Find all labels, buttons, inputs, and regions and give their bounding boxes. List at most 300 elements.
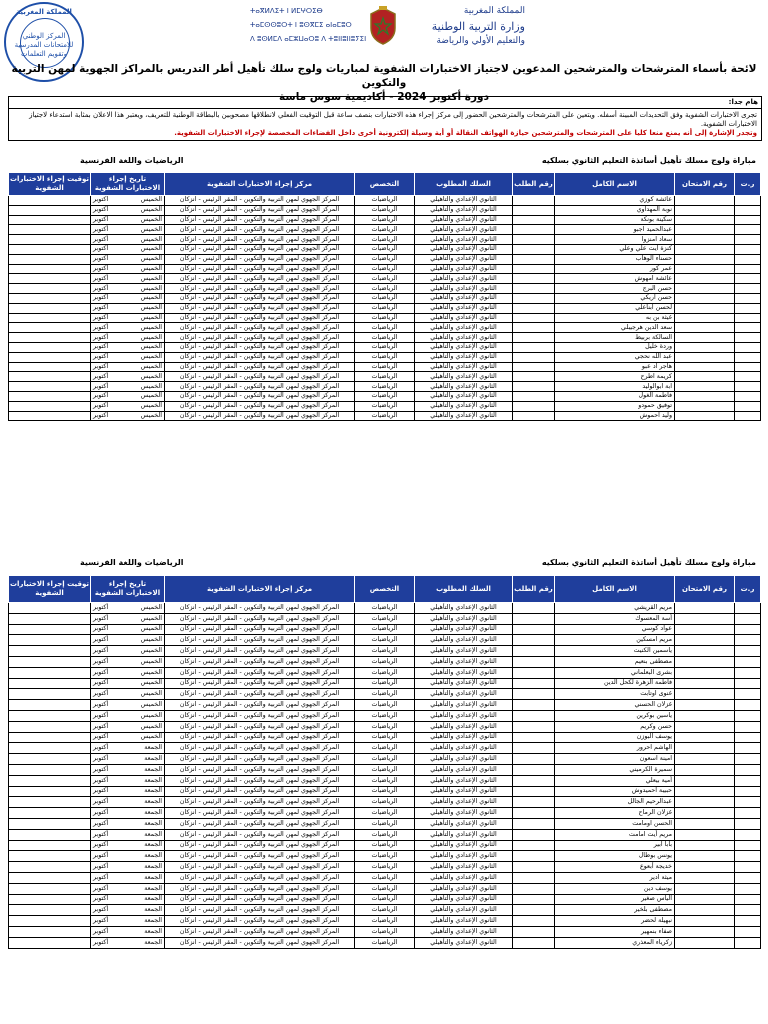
table-row — [9, 235, 761, 245]
cell-date — [91, 382, 165, 392]
cell-name: عائشة كوزي — [555, 196, 675, 206]
cell-cycle: الثانوي الإعدادي والتأهيلي — [415, 667, 513, 678]
cell-time — [9, 254, 91, 264]
cell-day: الجمعة — [144, 787, 162, 795]
table-row — [9, 872, 761, 883]
cell-day: الجمعة — [144, 809, 162, 817]
cell-center: المركز الجهوي لمهن التربية والتكوين - المقر الرئيس - انزكان — [165, 382, 355, 392]
cell-request-number — [513, 613, 555, 624]
cell-month: أكتوبر — [93, 206, 109, 214]
cell-request-number — [513, 235, 555, 245]
cell-cycle: الثانوي الإعدادي والتأهيلي — [415, 391, 513, 401]
cell-num — [735, 883, 761, 894]
cell-specialty: الرياضيات — [355, 667, 415, 678]
cell-request-number — [513, 840, 555, 851]
cell-specialty: الرياضيات — [355, 764, 415, 775]
cell-request-number — [513, 656, 555, 667]
cell-cycle: الثانوي الإعدادي والتأهيلي — [415, 635, 513, 646]
cell-center: المركز الجهوي لمهن التربية والتكوين - المقر الرئيس - انزكان — [165, 678, 355, 689]
cell-request-number — [513, 372, 555, 382]
cell-center: المركز الجهوي لمهن التربية والتكوين - المقر الرئيس - انزكان — [165, 829, 355, 840]
cell-specialty: الرياضيات — [355, 274, 415, 284]
cell-cycle: الثانوي الإعدادي والتأهيلي — [415, 883, 513, 894]
cell-cycle: الثانوي الإعدادي والتأهيلي — [415, 254, 513, 264]
cell-name: حسن وكريم — [555, 721, 675, 732]
cell-date — [91, 342, 165, 352]
cell-month: أكتوبر — [93, 245, 109, 253]
cell-cycle: الثانوي الإعدادي والتأهيلي — [415, 646, 513, 657]
cell-time — [9, 700, 91, 711]
cell-num — [735, 303, 761, 313]
cell-time — [9, 635, 91, 646]
cell-month: أكتوبر — [93, 392, 109, 400]
cell-request-number — [513, 797, 555, 808]
cell-specialty: الرياضيات — [355, 721, 415, 732]
cell-request-number — [513, 775, 555, 786]
notice-heading: هام جدا: — [9, 97, 761, 109]
cell-exam-number — [675, 743, 735, 754]
table-row — [9, 635, 761, 646]
cell-time — [9, 372, 91, 382]
cell-date — [91, 333, 165, 343]
cell-request-number — [513, 205, 555, 215]
cell-day: الخميس — [140, 411, 162, 419]
cell-name: بشرى البعلماني — [555, 667, 675, 678]
cell-num — [735, 905, 761, 916]
cell-request-number — [513, 937, 555, 948]
cell-month: أكتوبر — [93, 701, 109, 709]
tifinagh-line-3: ⴷ ⵓⵙⵍⵎⴷ ⴰⵎⵣⵡⴰⵔⵓ ⴷ ⵜⵓⵏⵏⵓⵏⵏⵓⵢⵉⵏ — [250, 35, 367, 43]
cell-month: أكتوبر — [93, 744, 109, 752]
cell-specialty: الرياضيات — [355, 624, 415, 635]
table-row — [9, 797, 761, 808]
cell-exam-number — [675, 264, 735, 274]
cell-day: الخميس — [140, 679, 162, 687]
cell-time — [9, 215, 91, 225]
cell-date — [91, 254, 165, 264]
cell-exam-number — [675, 235, 735, 245]
table-row — [9, 689, 761, 700]
cell-specialty: الرياضيات — [355, 382, 415, 392]
cell-name: يوسف دين — [555, 883, 675, 894]
column-header-exam: رقم الامتحان — [675, 576, 735, 603]
cell-specialty: الرياضيات — [355, 391, 415, 401]
table-row — [9, 710, 761, 721]
cell-month: أكتوبر — [93, 906, 109, 914]
cell-month: أكتوبر — [93, 372, 109, 380]
cell-name: حسناء الوهاب — [555, 254, 675, 264]
cell-time — [9, 883, 91, 894]
cell-day: الخميس — [140, 647, 162, 655]
cell-specialty: الرياضيات — [355, 635, 415, 646]
cell-center: المركز الجهوي لمهن التربية والتكوين - المقر الرئيس - انزكان — [165, 689, 355, 700]
cell-day: الجمعة — [144, 895, 162, 903]
cell-day: الخميس — [140, 711, 162, 719]
cell-specialty: الرياضيات — [355, 333, 415, 343]
cell-center: المركز الجهوي لمهن التربية والتكوين - المقر الرئيس - انزكان — [165, 808, 355, 819]
table-row — [9, 303, 761, 313]
cell-specialty: الرياضيات — [355, 196, 415, 206]
cell-name: زكرياء المعذري — [555, 937, 675, 948]
cell-day: الخميس — [140, 274, 162, 282]
cell-time — [9, 284, 91, 294]
cell-exam-number — [675, 818, 735, 829]
cell-date — [91, 274, 165, 284]
cell-exam-number — [675, 894, 735, 905]
cell-day: الجمعة — [144, 884, 162, 892]
cell-cycle: الثانوي الإعدادي والتأهيلي — [415, 382, 513, 392]
cell-specialty: الرياضيات — [355, 352, 415, 362]
cell-name: سعد الدين هرجيبلي — [555, 323, 675, 333]
column-header-exam: رقم الامتحان — [675, 173, 735, 196]
cell-exam-number — [675, 205, 735, 215]
cell-name: بابا ابير — [555, 840, 675, 851]
cell-center: المركز الجهوي لمهن التربية والتكوين - المقر الرئيس - انزكان — [165, 196, 355, 206]
cell-num — [735, 284, 761, 294]
cell-name: أمية بيعلي — [555, 775, 675, 786]
cell-specialty: الرياضيات — [355, 700, 415, 711]
cell-day: الخميس — [140, 245, 162, 253]
cell-specialty: الرياضيات — [355, 342, 415, 352]
column-header-time: توقيت إجراء الاختبارات الشفوية — [9, 576, 91, 603]
cell-month: أكتوبر — [93, 787, 109, 795]
cell-request-number — [513, 215, 555, 225]
cell-time — [9, 797, 91, 808]
cell-center: المركز الجهوي لمهن التربية والتكوين - المقر الرئيس - انزكان — [165, 894, 355, 905]
table-row — [9, 342, 761, 352]
cell-date — [91, 840, 165, 851]
cell-month: أكتوبر — [93, 323, 109, 331]
cell-exam-number — [675, 352, 735, 362]
table-row — [9, 205, 761, 215]
cell-center: المركز الجهوي لمهن التربية والتكوين - المقر الرئيس - انزكان — [165, 883, 355, 894]
cell-cycle: الثانوي الإعدادي والتأهيلي — [415, 215, 513, 225]
cell-cycle: الثانوي الإعدادي والتأهيلي — [415, 205, 513, 215]
cell-specialty: الرياضيات — [355, 851, 415, 862]
cell-cycle: الثانوي الإعدادي والتأهيلي — [415, 916, 513, 927]
cell-month: أكتوبر — [93, 722, 109, 730]
cell-num — [735, 372, 761, 382]
cell-time — [9, 244, 91, 254]
cell-date — [91, 894, 165, 905]
cell-name: أسة المعسوك — [555, 613, 675, 624]
cell-date — [91, 293, 165, 303]
cell-date — [91, 667, 165, 678]
cell-exam-number — [675, 635, 735, 646]
column-header-center: مركز إجراء الاختبارات الشفوية — [165, 576, 355, 603]
cell-time — [9, 411, 91, 421]
cell-cycle: الثانوي الإعدادي والتأهيلي — [415, 872, 513, 883]
cell-request-number — [513, 293, 555, 303]
cell-cycle: الثانوي الإعدادي والتأهيلي — [415, 613, 513, 624]
cell-time — [9, 196, 91, 206]
cell-exam-number — [675, 721, 735, 732]
cell-time — [9, 743, 91, 754]
cell-day: الخميس — [140, 392, 162, 400]
cell-month: أكتوبر — [93, 733, 109, 741]
cell-num — [735, 743, 761, 754]
cell-name: سعاد امنزوا — [555, 235, 675, 245]
cell-exam-number — [675, 411, 735, 421]
cell-cycle: الثانوي الإعدادي والتأهيلي — [415, 818, 513, 829]
cell-request-number — [513, 905, 555, 916]
candidates-table-1 — [8, 172, 761, 421]
cell-day: الجمعة — [144, 798, 162, 806]
cell-request-number — [513, 700, 555, 711]
cell-request-number — [513, 362, 555, 372]
cell-exam-number — [675, 244, 735, 254]
cell-date — [91, 401, 165, 411]
cell-request-number — [513, 333, 555, 343]
cell-name: ياسمين الكنيت — [555, 646, 675, 657]
cell-time — [9, 808, 91, 819]
cell-day: الخميس — [140, 690, 162, 698]
cell-day: الجمعة — [144, 776, 162, 784]
cell-center: المركز الجهوي لمهن التربية والتكوين - المقر الرئيس - انزكان — [165, 342, 355, 352]
cell-specialty: الرياضيات — [355, 883, 415, 894]
cell-date — [91, 764, 165, 775]
cell-day: الجمعة — [144, 938, 162, 946]
cell-specialty: الرياضيات — [355, 926, 415, 937]
cell-date — [91, 905, 165, 916]
cell-day: الخميس — [140, 284, 162, 292]
cell-month: أكتوبر — [93, 294, 109, 302]
cell-time — [9, 851, 91, 862]
cell-request-number — [513, 303, 555, 313]
cell-center: المركز الجهوي لمهن التربية والتكوين - المقر الرئيس - انزكان — [165, 313, 355, 323]
cell-center: المركز الجهوي لمهن التربية والتكوين - المقر الرئيس - انزكان — [165, 264, 355, 274]
cell-name: غزلان الرماح — [555, 808, 675, 819]
cell-day: الجمعة — [144, 852, 162, 860]
cell-cycle: الثانوي الإعدادي والتأهيلي — [415, 624, 513, 635]
cell-center: المركز الجهوي لمهن التربية والتكوين - المقر الرئيس - انزكان — [165, 284, 355, 294]
cell-specialty: الرياضيات — [355, 303, 415, 313]
cell-date — [91, 215, 165, 225]
cell-exam-number — [675, 293, 735, 303]
cell-center: المركز الجهوي لمهن التربية والتكوين - المقر الرئيس - انزكان — [165, 721, 355, 732]
cell-month: أكتوبر — [93, 711, 109, 719]
table-row — [9, 764, 761, 775]
table-row — [9, 754, 761, 765]
stamp-top-text: المملكة المغربية — [16, 8, 72, 16]
cell-num — [735, 254, 761, 264]
cell-month: أكتوبر — [93, 235, 109, 243]
cell-name: نوبة المهداوي — [555, 205, 675, 215]
cell-day: الخميس — [140, 313, 162, 321]
cell-day: الجمعة — [144, 830, 162, 838]
table-row — [9, 678, 761, 689]
cell-cycle: الثانوي الإعدادي والتأهيلي — [415, 710, 513, 721]
cell-cycle: الثانوي الإعدادي والتأهيلي — [415, 244, 513, 254]
cell-num — [735, 382, 761, 392]
cell-center: المركز الجهوي لمهن التربية والتكوين - المقر الرئيس - انزكان — [165, 710, 355, 721]
kingdom-label: المملكة المغربية — [463, 6, 525, 16]
cell-time — [9, 646, 91, 657]
cell-center: المركز الجهوي لمهن التربية والتكوين - المقر الرئيس - انزكان — [165, 362, 355, 372]
cell-name: خديجة أبعوع — [555, 862, 675, 873]
cell-num — [735, 333, 761, 343]
cell-cycle: الثانوي الإعدادي والتأهيلي — [415, 851, 513, 862]
section-subject: الرياضيات واللغة الفرنسية — [80, 156, 184, 165]
cell-specialty: الرياضيات — [355, 313, 415, 323]
cell-num — [735, 764, 761, 775]
cell-time — [9, 235, 91, 245]
cell-date — [91, 391, 165, 401]
column-header-center: مركز إجراء الاختبارات الشفوية — [165, 173, 355, 196]
cell-specialty: الرياضيات — [355, 205, 415, 215]
cell-time — [9, 710, 91, 721]
cell-name: سكينة بونكة — [555, 215, 675, 225]
cell-center: المركز الجهوي لمهن التربية والتكوين - المقر الرئيس - انزكان — [165, 916, 355, 927]
cell-date — [91, 264, 165, 274]
cell-exam-number — [675, 905, 735, 916]
cell-name: سميرة الكرميني — [555, 764, 675, 775]
table-row — [9, 333, 761, 343]
cell-specialty: الرياضيات — [355, 732, 415, 743]
cell-exam-number — [675, 862, 735, 873]
cell-day: الخميس — [140, 603, 162, 611]
cell-specialty: الرياضيات — [355, 646, 415, 657]
tifinagh-line-2: ⵜⴰⵎⵙⵙⵓⵔⵜ ⵏ ⵓⵙⴳⵎⵉ ⴰⵏⴰⵎⵓⵔ — [250, 21, 352, 29]
cell-cycle: الثانوي الإعدادي والتأهيلي — [415, 721, 513, 732]
table-row — [9, 274, 761, 284]
cell-month: أكتوبر — [93, 873, 109, 881]
cell-num — [735, 656, 761, 667]
cell-date — [91, 603, 165, 614]
cell-name: امينة اسعون — [555, 754, 675, 765]
cell-exam-number — [675, 689, 735, 700]
cell-center: المركز الجهوي لمهن التربية والتكوين - المقر الرئيس - انزكان — [165, 624, 355, 635]
column-header-spec: التخصص — [355, 173, 415, 196]
cell-day: الخميس — [140, 353, 162, 361]
cell-request-number — [513, 254, 555, 264]
cell-cycle: الثانوي الإعدادي والتأهيلي — [415, 342, 513, 352]
cell-request-number — [513, 411, 555, 421]
cell-day: الخميس — [140, 235, 162, 243]
table-row — [9, 196, 761, 206]
cell-exam-number — [675, 840, 735, 851]
cell-specialty: الرياضيات — [355, 775, 415, 786]
table-row — [9, 372, 761, 382]
table-header-row — [9, 576, 761, 603]
cell-exam-number — [675, 678, 735, 689]
cell-exam-number — [675, 732, 735, 743]
cell-time — [9, 401, 91, 411]
cell-day: الجمعة — [144, 755, 162, 763]
cell-cycle: الثانوي الإعدادي والتأهيلي — [415, 732, 513, 743]
cell-exam-number — [675, 333, 735, 343]
table-row — [9, 862, 761, 873]
cell-cycle: الثانوي الإعدادي والتأهيلي — [415, 862, 513, 873]
cell-request-number — [513, 391, 555, 401]
cell-center: المركز الجهوي لمهن التربية والتكوين - المقر الرئيس - انزكان — [165, 411, 355, 421]
column-header-name: الاسم الكامل — [555, 576, 675, 603]
notice-box — [8, 96, 762, 141]
cell-day: الجمعة — [144, 863, 162, 871]
stamp-center-text: المركز الوطني للامتحانات المدرسية وتقويم التعلمات — [14, 32, 74, 58]
cell-date — [91, 743, 165, 754]
tifinagh-line-1: ⵜⴰⴳⵍⴷⵉⵜ ⵏ ⵍⵎⵖⵔⵉⴱ — [250, 7, 323, 15]
cell-cycle: الثانوي الإعدادي والتأهيلي — [415, 926, 513, 937]
cell-num — [735, 613, 761, 624]
cell-cycle: الثانوي الإعدادي والتأهيلي — [415, 743, 513, 754]
cell-day: الجمعة — [144, 917, 162, 924]
cell-cycle: الثانوي الإعدادي والتأهيلي — [415, 362, 513, 372]
cell-specialty: الرياضيات — [355, 254, 415, 264]
cell-day: الخميس — [140, 382, 162, 390]
cell-cycle: الثانوي الإعدادي والتأهيلي — [415, 905, 513, 916]
cell-day: الجمعة — [144, 765, 162, 773]
cell-exam-number — [675, 797, 735, 808]
cell-name: عبدالرحيم الجالل — [555, 797, 675, 808]
table-row — [9, 721, 761, 732]
cell-num — [735, 391, 761, 401]
cell-specialty: الرياضيات — [355, 894, 415, 905]
cell-request-number — [513, 646, 555, 657]
cell-month: أكتوبر — [93, 225, 109, 233]
cell-cycle: الثانوي الإعدادي والتأهيلي — [415, 333, 513, 343]
cell-num — [735, 323, 761, 333]
cell-center: المركز الجهوي لمهن التربية والتكوين - المقر الرئيس - انزكان — [165, 732, 355, 743]
cell-time — [9, 840, 91, 851]
column-header-cycle: السلك المطلوب — [415, 173, 513, 196]
cell-num — [735, 603, 761, 614]
table-row — [9, 352, 761, 362]
cell-date — [91, 624, 165, 635]
cell-month: أكتوبر — [93, 657, 109, 665]
cell-exam-number — [675, 382, 735, 392]
notice-warning: وتجدر الإشارة إلى أنه يمنع منعا كليا على المترشحات والمترشحين حيازة الهواتف النقالة أو أية وسيلة إلكترونية أخرى داخل الفضاءات المخصصة لإجراء الاختبارات الشفوية. — [174, 129, 757, 137]
cell-num — [735, 721, 761, 732]
cell-date — [91, 786, 165, 797]
cell-num — [735, 678, 761, 689]
cell-date — [91, 883, 165, 894]
cell-day: الخميس — [140, 215, 162, 223]
cell-request-number — [513, 225, 555, 235]
cell-request-number — [513, 196, 555, 206]
cell-date — [91, 284, 165, 294]
cell-month: أكتوبر — [93, 927, 109, 935]
cell-time — [9, 624, 91, 635]
cell-num — [735, 786, 761, 797]
cell-specialty: الرياضيات — [355, 916, 415, 927]
cell-time — [9, 293, 91, 303]
cell-request-number — [513, 883, 555, 894]
cell-center: المركز الجهوي لمهن التربية والتكوين - المقر الرئيس - انزكان — [165, 656, 355, 667]
cell-cycle: الثانوي الإعدادي والتأهيلي — [415, 937, 513, 948]
cell-request-number — [513, 244, 555, 254]
cell-exam-number — [675, 808, 735, 819]
cell-day: الخميس — [140, 294, 162, 302]
table-row — [9, 905, 761, 916]
table-row — [9, 624, 761, 635]
cell-name: وردة خليل — [555, 342, 675, 352]
cell-date — [91, 362, 165, 372]
cell-specialty: الرياضيات — [355, 603, 415, 614]
cell-center: المركز الجهوي لمهن التربية والتكوين - المقر الرئيس - انزكان — [165, 667, 355, 678]
column-header-spec: التخصص — [355, 576, 415, 603]
cell-exam-number — [675, 656, 735, 667]
cell-exam-number — [675, 764, 735, 775]
cell-center: المركز الجهوي لمهن التربية والتكوين - المقر الرئيس - انزكان — [165, 352, 355, 362]
cell-request-number — [513, 342, 555, 352]
cell-num — [735, 205, 761, 215]
cell-time — [9, 205, 91, 215]
cell-exam-number — [675, 401, 735, 411]
cell-name: فاطمة الغول — [555, 391, 675, 401]
cell-num — [735, 635, 761, 646]
cell-exam-number — [675, 872, 735, 883]
